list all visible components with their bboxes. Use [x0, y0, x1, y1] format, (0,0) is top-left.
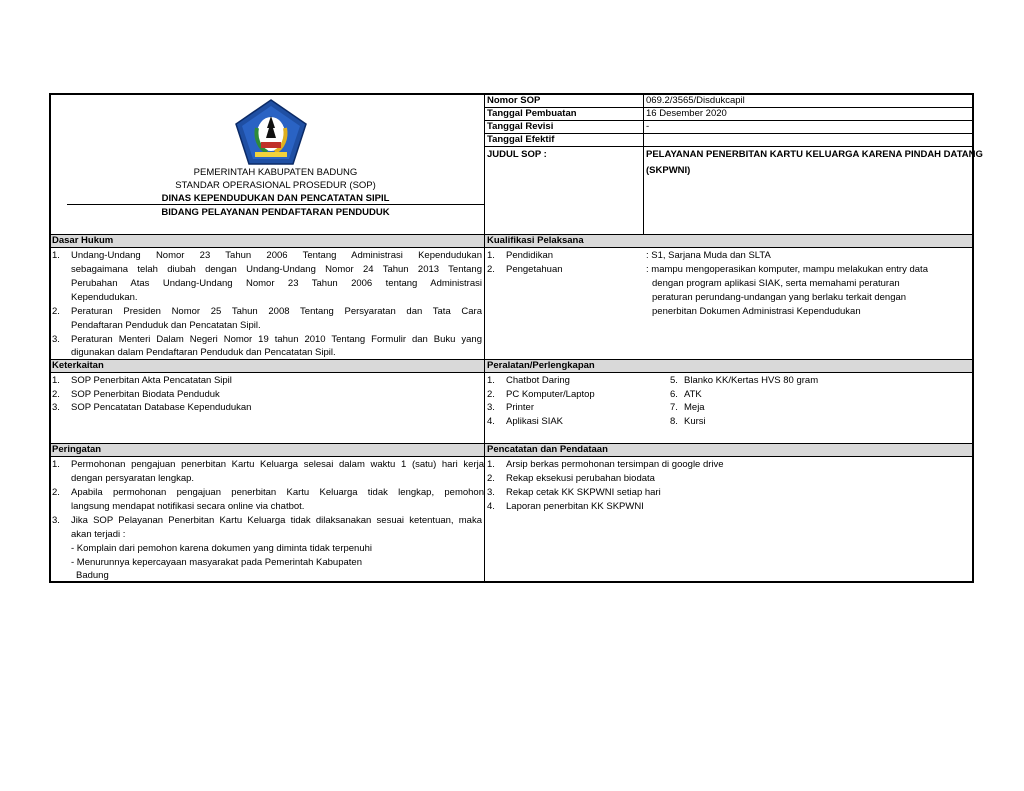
dasar-hukum-num-2: 2. — [52, 306, 60, 317]
keterkaitan-item-3: SOP Pencatatan Database Kependudukan — [71, 402, 252, 413]
org-line-4: BIDANG PELAYANAN PENDAFTARAN PENDUDUK — [161, 207, 390, 218]
keterkaitan-title: Keterkaitan — [52, 360, 104, 371]
peralatan-num-8: 8. — [670, 416, 678, 427]
pencatatan-item-3: Rekap cetak KK SKPWNI setiap hari — [506, 487, 661, 498]
nomor-sop-value: 069.2/3565/Disdukcapil — [646, 95, 745, 106]
org-line-3: DINAS KEPENDUDUKAN DAN PENCATATAN SIPIL — [161, 193, 390, 204]
judul-sop-line-2: (SKPWNI) — [646, 165, 691, 176]
kualifikasi-value-2-line-4: penerbitan Dokumen Administrasi Kependudukan — [652, 306, 861, 317]
pencatatan-num-4: 4. — [487, 501, 495, 512]
kualifikasi-value-1: : S1, Sarjana Muda dan SLTA — [646, 250, 771, 261]
keterkaitan-item-1: SOP Penerbitan Akta Pencatatan Sipil — [71, 375, 232, 386]
kualifikasi-value-2-line-2: dengan program aplikasi SIAK, serta memahami peraturan — [652, 278, 900, 289]
keterkaitan-num-1: 1. — [52, 375, 60, 386]
pencatatan-item-1: Arsip berkas permohonan tersimpan di google drive — [506, 459, 724, 470]
peringatan-1-line-2: dengan persyaratan lengkap. — [71, 473, 195, 484]
peralatan-num-2: 2. — [487, 389, 495, 400]
peringatan-3-line-2: akan terjadi : — [71, 529, 126, 540]
pencatatan-num-3: 3. — [487, 487, 495, 498]
kualifikasi-label-2: Pengetahuan — [506, 264, 563, 275]
judul-sop-line-1: PELAYANAN PENERBITAN KARTU KELUARGA KARENA PINDAH DATANG — [646, 149, 983, 160]
peringatan-1-line-1: Permohonan pengajuan penerbitan Kartu Keluarga selesai dalam waktu 1 (satu) hari kerja — [71, 459, 484, 470]
peralatan-item-7: Meja — [684, 402, 705, 413]
keterkaitan-num-2: 2. — [52, 389, 60, 400]
peralatan-item-3: Printer — [506, 402, 534, 413]
peralatan-num-7: 7. — [670, 402, 678, 413]
kualifikasi-value-2-line-3: peraturan perundang-undangan yang berlaku terkait dengan — [652, 292, 907, 303]
dasar-hukum-3-line-2: digunakan dalam Pendaftaran Penduduk dan Pencatatan Sipil. — [71, 347, 336, 358]
pencatatan-item-4: Laporan penerbitan KK SKPWNI — [506, 501, 644, 512]
tanggal-revisi-label: Tanggal Revisi — [487, 121, 554, 132]
pencatatan-num-1: 1. — [487, 459, 495, 470]
peringatan-sub-2: - Menurunnya kepercayaan masyarakat pada Pemerintah Kabupaten — [71, 557, 362, 568]
pencatatan-num-2: 2. — [487, 473, 495, 484]
pencatatan-title: Pencatatan dan Pendataan — [487, 444, 608, 455]
kualifikasi-label-1: Pendidikan — [506, 250, 554, 261]
peringatan-2-line-1: Apabila permohonan pengajuan penerbitan Kartu Keluarga tidak lengkap, pemohon — [71, 487, 484, 498]
peralatan-num-6: 6. — [670, 389, 678, 400]
judul-sop-label: JUDUL SOP : — [487, 149, 547, 160]
tanggal-pembuatan-label: Tanggal Pembuatan — [487, 108, 577, 119]
nomor-sop-label: Nomor SOP — [487, 95, 541, 106]
peringatan-num-3: 3. — [52, 515, 60, 526]
peringatan-sub-3: Badung — [76, 570, 109, 581]
badung-crest-logo — [233, 98, 309, 166]
peringatan-2-line-2: langsung mendapat notifikasi secara online via chatbot. — [71, 501, 305, 512]
dasar-hukum-1-line-2: sebagaimana telah diubah dengan Undang-Undang Nomor 24 Tahun 2013 Tentang — [71, 264, 482, 275]
keterkaitan-num-3: 3. — [52, 402, 60, 413]
peralatan-num-3: 3. — [487, 402, 495, 413]
peralatan-item-2: PC Komputer/Laptop — [506, 389, 595, 400]
peringatan-3-line-1: Jika SOP Pelayanan Penerbitan Kartu Keluarga tidak dilaksanakan sesuai ketentuan, maka — [71, 515, 482, 526]
dasar-hukum-1-line-4: Kependudukan. — [71, 292, 138, 303]
dasar-hukum-num-1: 1. — [52, 250, 60, 261]
tanggal-efektif-label: Tanggal Efektif — [487, 134, 555, 145]
peralatan-item-4: Aplikasi SIAK — [506, 416, 564, 427]
kualifikasi-value-2-line-1: : mampu mengoperasikan komputer, mampu melakukan entry data — [646, 264, 928, 275]
dasar-hukum-2-line-1: Peraturan Presiden Nomor 25 Tahun 2008 Tentang Persyaratan dan Tata Cara — [71, 306, 482, 317]
peralatan-title: Peralatan/Perlengkapan — [487, 360, 595, 371]
dasar-hukum-2-line-2: Pendaftaran Penduduk dan Pencatatan Sipil. — [71, 320, 261, 331]
dasar-hukum-1-line-1: Undang-Undang Nomor 23 Tahun 2006 Tentang Administrasi Kependudukan — [71, 250, 482, 261]
peralatan-num-1: 1. — [487, 375, 495, 386]
peralatan-item-6: ATK — [684, 389, 702, 400]
keterkaitan-item-2: SOP Penerbitan Biodata Penduduk — [71, 389, 220, 400]
kualifikasi-num-2: 2. — [487, 264, 495, 275]
peralatan-item-1: Chatbot Daring — [506, 375, 570, 386]
org-line-1: PEMERINTAH KABUPATEN BADUNG — [193, 167, 358, 178]
peralatan-item-5: Blanko KK/Kertas HVS 80 gram — [684, 375, 819, 386]
kualifikasi-title: Kualifikasi Pelaksana — [487, 235, 584, 246]
dasar-hukum-3-line-1: Peraturan Menteri Dalam Negeri Nomor 19 tahun 2010 Tentang Formulir dan Buku yang — [71, 334, 482, 345]
dasar-hukum-title: Dasar Hukum — [52, 235, 114, 246]
tanggal-pembuatan-value: 16 Desember 2020 — [646, 108, 727, 119]
tanggal-revisi-value: - — [646, 121, 650, 132]
dasar-hukum-num-3: 3. — [52, 334, 60, 345]
peringatan-sub-1: - Komplain dari pemohon karena dokumen yang diminta tidak terpenuhi — [71, 543, 373, 554]
peralatan-item-8: Kursi — [684, 416, 706, 427]
peringatan-num-2: 2. — [52, 487, 60, 498]
pencatatan-item-2: Rekap eksekusi perubahan biodata — [506, 473, 655, 484]
dasar-hukum-1-line-3: Perubahan Atas Undang-Undang Nomor 23 Tahun 2006 tentang Administrasi — [71, 278, 482, 289]
peralatan-num-4: 4. — [487, 416, 495, 427]
org-line-2: STANDAR OPERASIONAL PROSEDUR (SOP) — [175, 180, 376, 191]
peringatan-num-1: 1. — [52, 459, 60, 470]
peringatan-title: Peringatan — [52, 444, 102, 455]
peralatan-num-5: 5. — [670, 375, 678, 386]
kualifikasi-num-1: 1. — [487, 250, 495, 261]
